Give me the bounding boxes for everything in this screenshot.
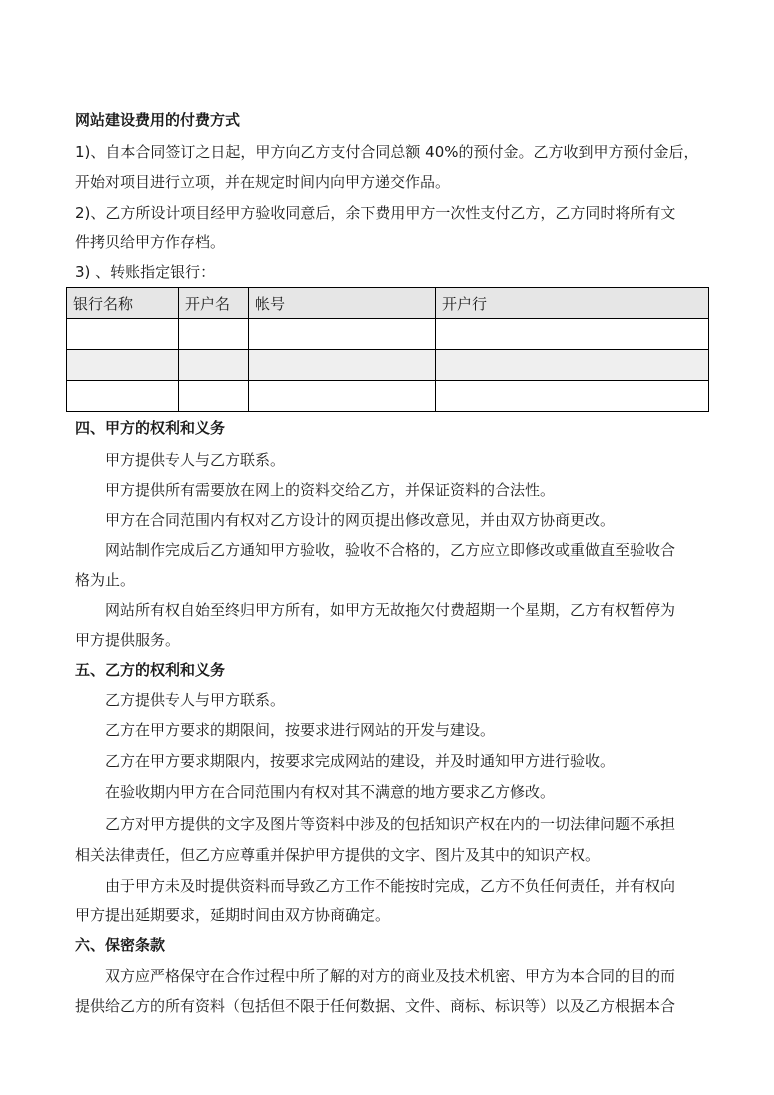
payment-item3: 3) 、转账指定银行： xyxy=(75,263,216,281)
section4-heading: 四、甲方的权利和义务 xyxy=(75,419,226,437)
table-cell xyxy=(179,350,249,381)
table-cell xyxy=(249,319,436,350)
table-cell xyxy=(67,319,179,350)
bank-table-header: 银行名称 xyxy=(67,288,179,319)
table-cell xyxy=(436,319,709,350)
payment-item1-line2: 开始对项目进行立项，并在规定时间内向甲方递交作品。 xyxy=(75,173,451,191)
payment-heading: 网站建设费用的付费方式 xyxy=(75,111,241,129)
payment-item2-line2: 件拷贝给甲方作存档。 xyxy=(75,233,226,251)
table-cell xyxy=(249,381,436,412)
table-cell xyxy=(179,319,249,350)
bank-table-header: 开户行 xyxy=(436,288,709,319)
payment-item1-line1: 1)、自本合同签订之日起，甲方向乙方支付合同总额 40%的预付金。乙方收到甲方预付金后， xyxy=(75,143,699,161)
table-cell xyxy=(67,381,179,412)
section6-p1-line1: 双方应严格保守在合作过程中所了解的对方的商业及技术机密、甲方为本合同的目的而 xyxy=(105,967,676,985)
payment-item2-line1: 2)、乙方所设计项目经甲方验收同意后，余下费用甲方一次性支付乙方，乙方同时将所有文 xyxy=(75,204,676,222)
section5-p6-line1: 由于甲方未及时提供资料而导致乙方工作不能按时完成，乙方不负任何责任，并有权向 xyxy=(105,877,676,895)
section4-p5-line2: 甲方提供服务。 xyxy=(75,631,181,649)
section4-p3: 甲方在合同范围内有权对乙方设计的网页提出修改意见，并由双方协商更改。 xyxy=(105,511,616,529)
section6-heading: 六、保密条款 xyxy=(75,936,166,954)
section5-p4: 在验收期内甲方在合同范围内有权对其不满意的地方要求乙方修改。 xyxy=(105,783,556,801)
table-row xyxy=(67,319,709,350)
table-cell xyxy=(67,350,179,381)
section6-p1-line2: 提供给乙方的所有资料（包括但不限于任何数据、文件、商标、标识等）以及乙方根据本合 xyxy=(75,997,676,1015)
section5-p2: 乙方在甲方要求的期限间，按要求进行网站的开发与建设。 xyxy=(105,721,496,739)
table-row xyxy=(67,381,709,412)
table-cell xyxy=(436,381,709,412)
section5-p5-line2: 相关法律责任，但乙方应尊重并保护甲方提供的文字、图片及其中的知识产权。 xyxy=(75,846,601,864)
bank-table-header: 开户名 xyxy=(179,288,249,319)
section5-heading: 五、乙方的权利和义务 xyxy=(75,661,226,679)
section5-p3: 乙方在甲方要求期限内，按要求完成网站的建设，并及时通知甲方进行验收。 xyxy=(105,752,616,770)
section4-p4-line2: 格为止。 xyxy=(75,571,136,589)
section5-p5-line1: 乙方对甲方提供的文字及图片等资料中涉及的包括知识产权在内的一切法律问题不承担 xyxy=(105,815,676,833)
bank-table-header: 帐号 xyxy=(249,288,436,319)
table-cell xyxy=(436,350,709,381)
section4-p5-line1: 网站所有权自始至终归甲方所有，如甲方无故拖欠付费超期一个星期，乙方有权暂停为 xyxy=(105,601,676,619)
section4-p1: 甲方提供专人与乙方联系。 xyxy=(105,451,286,469)
table-cell xyxy=(249,350,436,381)
table-row xyxy=(67,350,709,381)
section4-p2: 甲方提供所有需要放在网上的资料交给乙方，并保证资料的合法性。 xyxy=(105,481,556,499)
section5-p1: 乙方提供专人与甲方联系。 xyxy=(105,691,286,709)
table-cell xyxy=(179,381,249,412)
bank-table-header-row xyxy=(67,288,709,319)
bank-table xyxy=(66,287,709,412)
section4-p4-line1: 网站制作完成后乙方通知甲方验收，验收不合格的，乙方应立即修改或重做直至验收合 xyxy=(105,541,676,559)
section5-p6-line2: 甲方提出延期要求，延期时间由双方协商确定。 xyxy=(75,906,391,924)
